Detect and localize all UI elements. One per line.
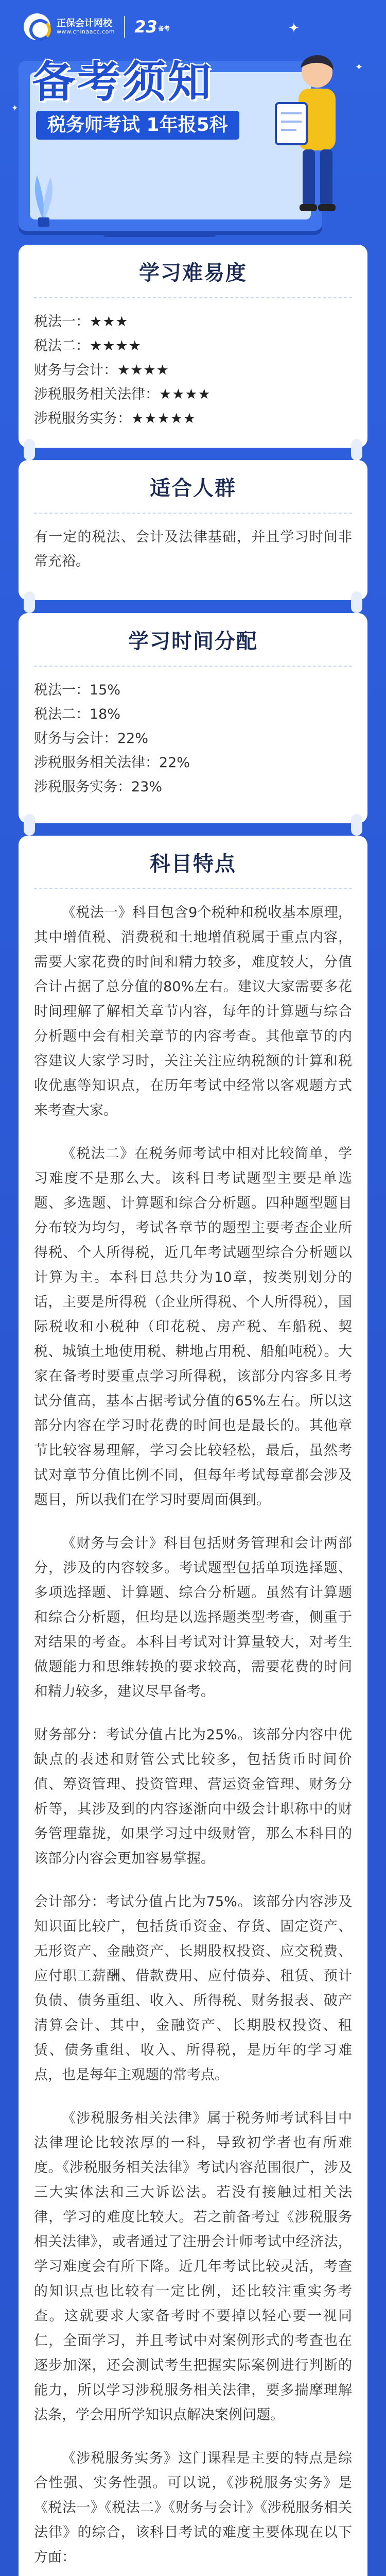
- paragraph-tax-law-2: 《税法二》在税务师考试中相对比较简单，学习难度不是那么大。该科目考试题型主要是单选题、多选题、计算题和综合分析题。四种题型题目分布较为均匀，考试各章节的题型主要考查企业所得税、个人所得税，近几年考试题型综合分析题以计算为主。本科目总共分为10章，按类别划分的话，主要是所得税（企业所得税、个人所得税），国际税收和小税种（印花税、房产税、车船税、契税、城镇土地使用税、耕地占用税、船舶吨税）。大家在备考时要重点学习所得税，该部分内容多且考试分值高，基本占据考试分值的65%左右。所以这部分内容在学习时花费的时间也是最长的。其他章节比较容易理解，学习会比较轻松，最后，虽然考试对章节分值比例不同，但每年考试每章都会涉及题目，所以我们在学习时要周面俱到。: [34, 1146, 352, 1508]
- connector-knob: [24, 439, 35, 461]
- difficulty-title: 学习难易度: [139, 261, 247, 285]
- features-card: [19, 836, 367, 2576]
- list-item: 涉税服务实务：23%: [34, 779, 163, 795]
- audience-title: 适合人群: [150, 476, 236, 500]
- list-item: 涉税服务相关法律：22%: [34, 755, 190, 771]
- connector-knob: [351, 814, 362, 836]
- time-allocation-card: [19, 613, 367, 823]
- difficulty-card: [19, 245, 367, 448]
- connector-knob: [351, 591, 362, 613]
- list-item: 税法二：18%: [34, 706, 121, 722]
- year-badge: 23 备考: [134, 17, 170, 37]
- plant-icon: [32, 170, 56, 227]
- board-stand: [103, 231, 216, 237]
- paragraph-tax-law-1: 《税法一》科目包含9个税种和税收基本原理，其中增值税、消费税和土地增值税属于重点内容，需要大家花费的时间和精力较多，难度较大，分值合计占据了总分值的80%左右。建议大家需要多花时间理解了解相关章节内容，每年的计算题与综合分析题中会有相关章节的内容考查。其他章节的内容建议大家学习时，关注关注应纳税额的计算和税收优惠等知识点，在历年考试中经常以客观题方式来考查大家。: [34, 905, 352, 1118]
- list-item: 财务与会计：★★★★: [34, 362, 169, 378]
- paragraph-practice: 《涉税服务实务》这门课程是主要的特点是综合性强、实务性强。可以说，《涉税服务实务》是《税法一》《税法二》《财务与会计》《涉税服务相关法律》的综合，该科目考试的难度主要体现在以下方面：: [34, 2450, 352, 2565]
- paragraph-finance-part: 财务部分：考试分值占比为25%。该部分内容中优缺点的表述和财管公式比较多，包括货币时间价值、筹资管理、投资管理、营运资金管理、财务分析等，其涉及到的内容逐渐向中级会计职称中的财务管理靠拢，如果学习过中级财管，那么本科目的该部分内容会更加容易掌握。: [34, 1727, 352, 1867]
- student-illustration-icon: [255, 41, 358, 227]
- brand-url: www.chinaacc.com: [57, 28, 115, 35]
- list-item: 涉税服务相关法律：★★★★: [34, 386, 211, 402]
- list-item: 税法一：15%: [34, 682, 121, 698]
- audience-text: 有一定的税法、会计及法律基础，并且学习时间非常充裕。: [34, 529, 352, 569]
- page-title: 备考须知: [32, 57, 214, 107]
- hero-header: [0, 0, 386, 263]
- connector-knob: [351, 439, 362, 461]
- paragraph-related-law: 《涉税服务相关法律》属于税务师考试科目中法律理论比较浓厚的一科，导致初学者也有所难度。《涉税服务相关法律》考试内容范围很广，涉及三大实体法和三大诉讼法。若没有接触过相关法律，学习的难度比较大。若之前备考过《涉税服务相关法律》，或者通过了注册会计师考试中经济法，学习难度会有所下降。近几年考试比较灵活，考查的知识点也比较有一定比例，还比较注重实务考查。这就要求大家备考时不要掉以轻心要一视同仁，全面学习，并且考试中对案例形式的考查也在逐步加深，还会测试考生把握实际案例进行判断的能力，所以学习涉税服务相关法律，要多揣摩理解法条，学会用所学知识点解决案例问题。: [34, 2110, 352, 2423]
- difficulty-list: [34, 298, 352, 431]
- audience-card: [19, 460, 367, 600]
- connector-knob: [24, 591, 35, 613]
- sparkle-icon: ✦: [11, 103, 19, 113]
- time-list: [34, 667, 352, 799]
- features-title: 科目特点: [150, 852, 236, 876]
- brand-bar: [24, 13, 170, 40]
- list-item: 财务与会计：22%: [34, 731, 149, 747]
- list-item: 涉税服务实务：★★★★★: [34, 411, 197, 427]
- sparkle-icon: ✦: [288, 21, 300, 36]
- paragraph-accounting-part: 会计部分：考试分值占比为75%。该部分内容涉及知识面比较广，包括货币资金、存货、固定资产、无形资产、金融资产、长期股权投资、应交税费、应付职工薪酬、借款费用、应付债券、租赁、预计负债、债务重组、收入、所得税、财务报表、破产清算会计、其中，金融资产、长期股权投资、租赁、债务重组、收入、所得税，是历年的学习难点，也是每年主观题的常考点。: [34, 1894, 352, 2083]
- time-title: 学习时间分配: [128, 629, 258, 653]
- list-item: 税法二：★★★★: [34, 338, 142, 354]
- page-subtitle: 税务师考试 1年报5科: [36, 111, 239, 140]
- brand-divider: [124, 16, 125, 38]
- connector-knob: [24, 814, 35, 836]
- brand-logo-icon: [24, 13, 50, 40]
- brand-name: 正保会计网校: [57, 18, 112, 29]
- list-item: 税法一：★★★: [34, 314, 129, 330]
- paragraph-finance-accounting: 《财务与会计》科目包括财务管理和会计两部分，涉及的内容较多。考试题型包括单项选择题、多项选择题、计算题、综合分析题。虽然有计算题和综合分析题，但均是以选择题类型考查，侧重于对结果的考查。本科目考试对计算量较大，对考生做题能力和思维转换的要求较高，需要花费的时间和精力较多，建议尽早备考。: [34, 1535, 352, 1700]
- sparkle-icon: ✦: [355, 62, 363, 73]
